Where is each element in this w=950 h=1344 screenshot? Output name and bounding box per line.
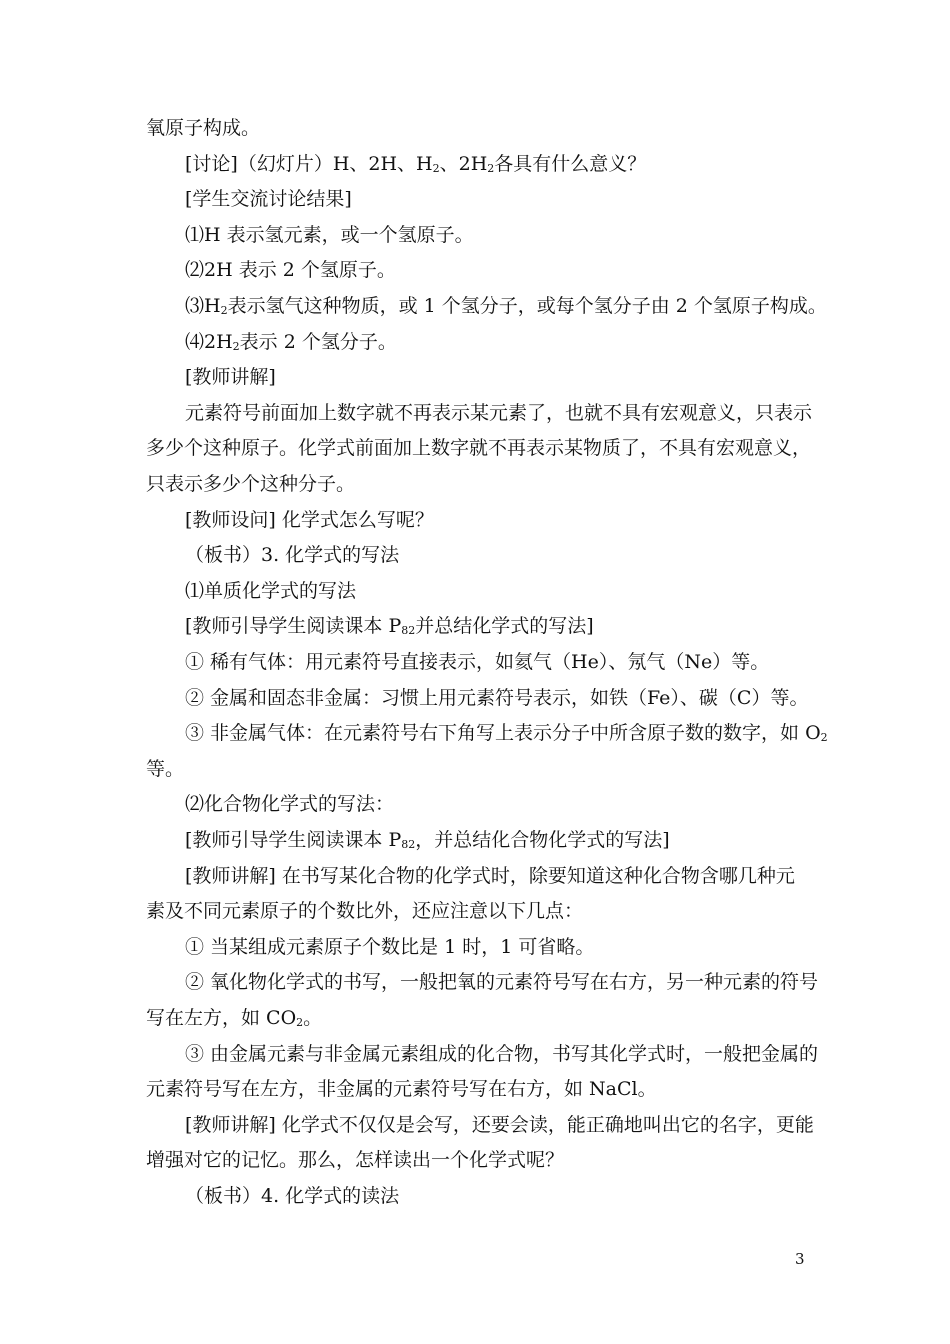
text-line bbox=[185, 579, 356, 603]
text-line bbox=[146, 116, 260, 140]
text-run: [教师设问] 化学式怎么写呢？ bbox=[185, 509, 434, 531]
text-line bbox=[185, 935, 594, 959]
text-run: ，并总结化合物化学式的写法] bbox=[415, 829, 670, 851]
text-run: ① 当某组成元素原子个数比是 1 时，1 可省略。 bbox=[185, 936, 595, 958]
subscript: 2 bbox=[232, 340, 240, 353]
text-line bbox=[185, 1184, 399, 1208]
text-run: [教师引导学生阅读课本 P bbox=[185, 615, 402, 637]
text-run: 多少个这种原子。化学式前面加上数字就不再表示某物质了，不具有宏观意义， bbox=[146, 437, 812, 459]
text-run: 元素符号前面加上数字就不再表示某元素了，也就不具有宏观意义，只表示 bbox=[185, 402, 813, 424]
text-run: 增强对它的记忆。那么，怎样读出一个化学式呢？ bbox=[146, 1149, 565, 1171]
text-run: ⑵化合物化学式的写法： bbox=[185, 793, 395, 815]
text-run: [教师讲解] 化学式不仅仅是会写，还要会读，能正确地叫出它的名字，更能 bbox=[185, 1114, 814, 1136]
text-line bbox=[146, 899, 583, 923]
subscript: 2 bbox=[296, 1016, 304, 1029]
text-line bbox=[146, 757, 184, 781]
text-line bbox=[146, 436, 811, 460]
text-line bbox=[185, 543, 399, 567]
text-line bbox=[146, 1077, 657, 1101]
subscript: 2 bbox=[487, 162, 495, 175]
text-line bbox=[185, 365, 276, 389]
text-run: [教师引导学生阅读课本 P bbox=[185, 829, 402, 851]
text-line bbox=[146, 472, 355, 496]
text-run: [学生交流讨论结果] bbox=[185, 188, 352, 210]
page-number: 3 bbox=[795, 1250, 805, 1268]
text-line bbox=[185, 152, 646, 176]
text-run: ② 金属和固态非金属：习惯上用元素符号表示，如铁（Fe）、碳（C）等。 bbox=[185, 687, 809, 709]
text-line bbox=[185, 1042, 818, 1066]
text-run: ② 氧化物化学式的书写，一般把氧的元素符号写在右方，另一种元素的符号 bbox=[185, 971, 819, 993]
text-line bbox=[185, 721, 828, 745]
text-line bbox=[185, 330, 397, 354]
text-run: （板书）3. 化学式的写法 bbox=[185, 544, 400, 566]
text-run: 氧原子构成。 bbox=[146, 117, 261, 139]
text-line bbox=[146, 1006, 322, 1030]
text-run: 表示 2 个氢分子。 bbox=[239, 331, 397, 353]
text-line bbox=[185, 508, 434, 532]
text-run: ⑷2H bbox=[185, 331, 233, 353]
text-run: 等。 bbox=[146, 758, 185, 780]
text-run: ③ 由金属元素与非金属元素组成的化合物，书写其化学式时，一般把金属的 bbox=[185, 1043, 819, 1065]
text-run: ⑴H 表示氢元素，或一个氢原子。 bbox=[185, 224, 474, 246]
text-run: [教师讲解] 在书写某化合物的化学式时，除要知道这种化合物含哪几种元 bbox=[185, 865, 795, 887]
text-line bbox=[185, 970, 818, 994]
text-run: [讨论]（幻灯片）H、2H、H bbox=[185, 153, 433, 175]
text-line bbox=[185, 650, 769, 674]
text-run: （板书）4. 化学式的读法 bbox=[185, 1185, 400, 1207]
text-line bbox=[185, 828, 670, 852]
text-line bbox=[185, 792, 394, 816]
text-line bbox=[185, 294, 827, 318]
text-line bbox=[185, 401, 812, 425]
text-line bbox=[185, 864, 795, 888]
subscript: 82 bbox=[401, 624, 416, 637]
text-run: ⑵2H 表示 2 个氢原子。 bbox=[185, 259, 396, 281]
subscript: 2 bbox=[820, 731, 828, 744]
text-run: ③ 非金属气体：在元素符号右下角写上表示分子中所含原子数的数字，如 O bbox=[185, 722, 821, 744]
text-run: 各具有什么意义？ bbox=[494, 153, 647, 175]
text-run: 元素符号写在左方，非金属的元素符号写在右方，如 NaCl。 bbox=[146, 1078, 657, 1100]
text-run: 写在左方，如 CO bbox=[146, 1007, 297, 1029]
subscript: 2 bbox=[220, 304, 228, 317]
subscript: 2 bbox=[432, 162, 440, 175]
text-run: 只表示多少个这种分子。 bbox=[146, 473, 356, 495]
text-line bbox=[185, 258, 396, 282]
text-line bbox=[146, 1148, 564, 1172]
subscript: 82 bbox=[401, 838, 416, 851]
text-line bbox=[185, 686, 808, 710]
text-line bbox=[185, 1113, 814, 1137]
text-run: ⑶H bbox=[185, 295, 221, 317]
text-run: 表示氢气这种物质，或 1 个氢分子，或每个氢分子由 2 个氢原子构成。 bbox=[227, 295, 827, 317]
text-line bbox=[185, 223, 474, 247]
text-run: ⑴单质化学式的写法 bbox=[185, 580, 357, 602]
text-run: 素及不同元素原子的个数比外，还应注意以下几点： bbox=[146, 900, 584, 922]
text-run: 、2H bbox=[439, 153, 488, 175]
text-run: [教师讲解] bbox=[185, 366, 276, 388]
text-line bbox=[185, 614, 594, 638]
text-run: ① 稀有气体：用元素符号直接表示，如氦气（He）、氖气（Ne）等。 bbox=[185, 651, 770, 673]
text-run: 。 bbox=[303, 1007, 323, 1029]
text-line bbox=[185, 187, 352, 211]
text-run: 并总结化学式的写法] bbox=[415, 615, 594, 637]
